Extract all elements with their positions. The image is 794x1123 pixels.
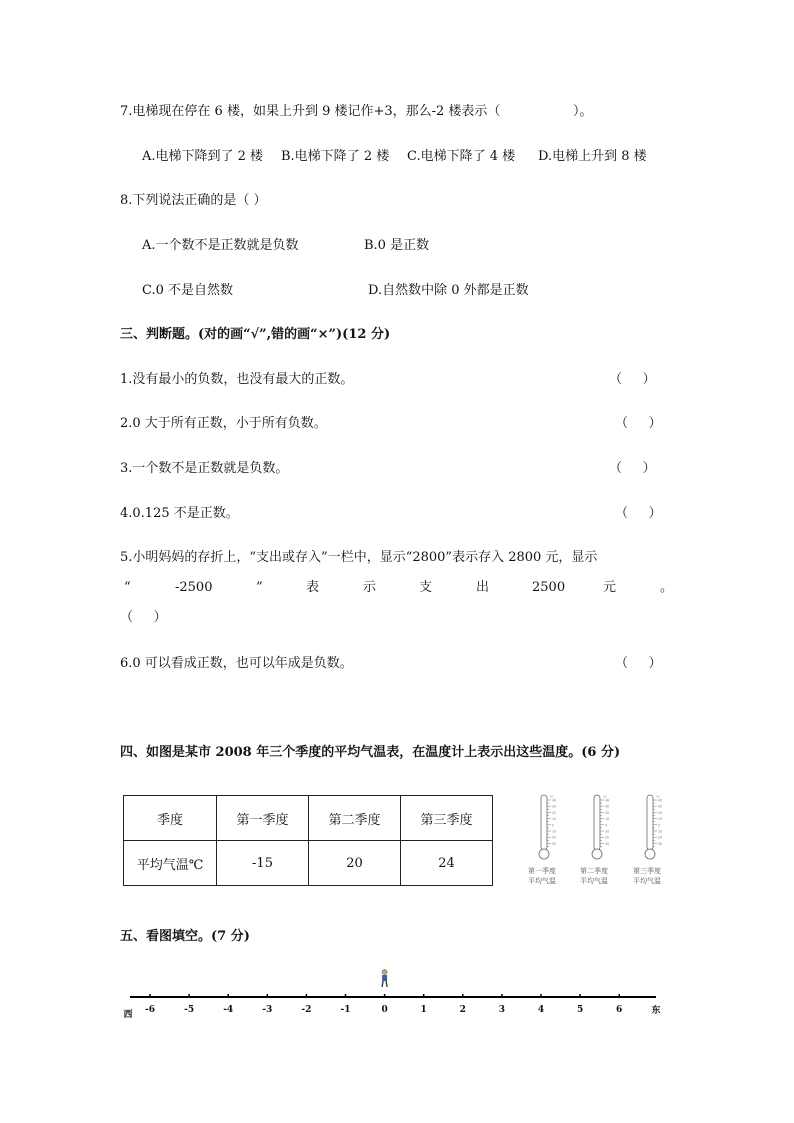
judge-answer-6[interactable]: （ ） xyxy=(615,656,662,671)
table-cell: 24 xyxy=(401,841,493,886)
thermometer-tick-label: 40 xyxy=(605,798,610,803)
q8-option-c[interactable]: C.0 不是自然数 xyxy=(142,283,234,298)
thermo-label-line1: 第一季度 xyxy=(528,867,556,875)
judge-answer-1[interactable]: （ ） xyxy=(609,372,656,387)
q8-option-d[interactable]: D.自然数中除 0 外都是正数 xyxy=(368,283,529,298)
thermometer-tick-label: 30 xyxy=(552,841,557,846)
thermometer-tick-label: 10 xyxy=(605,817,610,822)
thermometer-tick-label: 30 xyxy=(552,804,557,809)
thermometer-unit: ℃ xyxy=(550,795,554,799)
q7-question: 7.电梯现在停在 6 楼，如果上升到 9 楼记作+3，那么-2 楼表示（ xyxy=(120,104,501,119)
tick-label: 4 xyxy=(537,1005,545,1015)
thermometer-bulb xyxy=(645,849,655,859)
thermometer-tick-label: 40 xyxy=(658,798,663,803)
judge-item-5: 5.小明妈妈的存折上，“支出或存入”一栏中，显示“2800”表示存入 2800 元，显示 xyxy=(120,550,598,565)
person-icon xyxy=(382,970,387,988)
q7-option-c[interactable]: C.电梯下降了 4 楼 xyxy=(407,149,516,164)
thermometer-tick-label: 0 xyxy=(658,823,661,828)
word-yuan: 元 xyxy=(603,580,617,595)
thermometer-label-1 xyxy=(522,866,562,886)
number-line xyxy=(118,965,678,1025)
thermo-label-line1: 第三季度 xyxy=(633,867,661,875)
table-cell: 第三季度 xyxy=(401,796,493,841)
table-cell: 第二季度 xyxy=(309,796,401,841)
word-zhi: 支 xyxy=(419,580,433,595)
table-header-row xyxy=(124,796,493,841)
thermometer-tick-label: 20 xyxy=(658,835,663,840)
tick-label: 5 xyxy=(576,1005,584,1015)
thermometer-tick-label: 0 xyxy=(605,823,608,828)
thermometer-icon[interactable] xyxy=(592,795,609,859)
word-shi: 示 xyxy=(363,580,377,595)
q8-question: 8.下列说法正确的是（ ） xyxy=(120,193,267,208)
thermometer-tick-label: 30 xyxy=(658,841,663,846)
thermometer-tick-label: 30 xyxy=(605,804,610,809)
thermometer-tick-label: 20 xyxy=(605,810,610,815)
thermometer-label-2 xyxy=(574,866,614,886)
quote-open: “ xyxy=(124,580,131,595)
table-cell: -15 xyxy=(217,841,309,886)
section4-title: 四、如图是某市 2008 年三个季度的平均气温表，在温度计上表示出这些温度。(6 分) xyxy=(120,745,621,760)
period: 。 xyxy=(660,580,674,595)
q7-option-b[interactable]: B.电梯下降了 2 楼 xyxy=(281,149,390,164)
judge-item-6: 6.0 可以看成正数，也可以年成是负数。 xyxy=(120,656,353,671)
table-cell: 20 xyxy=(309,841,401,886)
thermometer-tick-label: 10 xyxy=(552,829,557,834)
q8-option-a[interactable]: A.一个数不是正数就是负数 xyxy=(142,238,299,253)
quote-close: ” xyxy=(256,580,263,595)
thermometer-tube xyxy=(594,795,600,850)
thermometer-label-3 xyxy=(627,866,667,886)
thermometer-unit: ℃ xyxy=(656,795,660,799)
thermometer-tick-label: 10 xyxy=(658,829,663,834)
judge-answer-2[interactable]: （ ） xyxy=(615,416,662,431)
judge-item-2: 2.0 大于所有正数，小于所有负数。 xyxy=(120,416,327,431)
tick-label: 2 xyxy=(459,1005,466,1015)
tick-label: 0 xyxy=(381,1005,388,1015)
tick-label: -5 xyxy=(184,1005,195,1015)
thermometer-tick-label: 10 xyxy=(658,817,663,822)
thermometer-tick-label: 20 xyxy=(658,810,663,815)
tick-label: -2 xyxy=(301,1005,312,1015)
thermometer-tick-label: 30 xyxy=(605,841,610,846)
judge-answer-3[interactable]: （ ） xyxy=(609,461,656,476)
tick-label: 6 xyxy=(616,1005,623,1015)
thermometer-tick-label: 10 xyxy=(605,829,610,834)
thermo-label-line2: 平均气温 xyxy=(633,877,661,885)
table-cell: 平均气温℃ xyxy=(124,841,217,886)
judge-item-4: 4.0.125 不是正数。 xyxy=(120,506,239,521)
thermometer-tick-label: 0 xyxy=(552,823,555,828)
thermometer-group xyxy=(520,790,680,890)
thermometer-bulb xyxy=(539,849,549,859)
thermometer-tube xyxy=(647,795,653,850)
thermo-label-line2: 平均气温 xyxy=(528,877,556,885)
thermometer-tube xyxy=(541,795,547,850)
tick-label: -6 xyxy=(145,1005,155,1015)
thermo-label-line1: 第二季度 xyxy=(580,867,608,875)
judge-item-1: 1.没有最小的负数，也没有最大的正数。 xyxy=(120,372,354,387)
judge-item-3: 3.一个数不是正数就是负数。 xyxy=(120,461,289,476)
thermometer-tick-label: 20 xyxy=(552,835,557,840)
thermometer-icon[interactable] xyxy=(645,795,662,859)
q7-close-paren: ）。 xyxy=(573,104,593,119)
west-label: 西 xyxy=(123,1010,133,1020)
amount-negative: -2500 xyxy=(175,580,213,595)
thermometer-tick-label: 20 xyxy=(605,835,610,840)
thermo-label-line2: 平均气温 xyxy=(580,877,608,885)
table-row xyxy=(124,841,493,886)
thermometer-unit: ℃ xyxy=(603,795,607,799)
thermometer-icon[interactable] xyxy=(539,795,556,859)
tick-label: 1 xyxy=(420,1005,427,1015)
temperature-table xyxy=(123,795,493,886)
table-cell: 季度 xyxy=(124,796,217,841)
section5-title: 五、看图填空。(7 分) xyxy=(120,929,250,944)
thermometer-bulb xyxy=(592,849,602,859)
section3-title: 三、判断题。(对的画“√”,错的画“×”)(12 分) xyxy=(120,327,391,342)
thermometer-tick-label: 30 xyxy=(658,804,663,809)
word-chu: 出 xyxy=(476,580,490,595)
word-biao: 表 xyxy=(306,580,320,595)
east-label: 东 xyxy=(651,1006,661,1016)
judge-answer-4[interactable]: （ ） xyxy=(615,506,662,521)
tick-label: 3 xyxy=(498,1005,506,1015)
q7-option-a[interactable]: A.电梯下降到了 2 楼 xyxy=(142,149,264,164)
tick-label: -3 xyxy=(262,1005,273,1015)
thermometers-icon[interactable] xyxy=(520,790,680,866)
number-line-svg xyxy=(118,965,678,1025)
q8-option-b[interactable]: B.0 是正数 xyxy=(364,238,430,253)
thermometer-tick-label: 20 xyxy=(552,810,557,815)
tick-label: -4 xyxy=(223,1005,234,1015)
judge-answer-5[interactable]: （ ） xyxy=(120,610,167,625)
tick-label: -1 xyxy=(340,1005,351,1015)
table-cell: 第一季度 xyxy=(217,796,309,841)
thermometer-tick-label: 40 xyxy=(552,798,557,803)
q7-option-d[interactable]: D.电梯上升到 8 楼 xyxy=(538,149,647,164)
thermometer-tick-label: 10 xyxy=(552,817,557,822)
amount-2500: 2500 xyxy=(532,580,566,595)
